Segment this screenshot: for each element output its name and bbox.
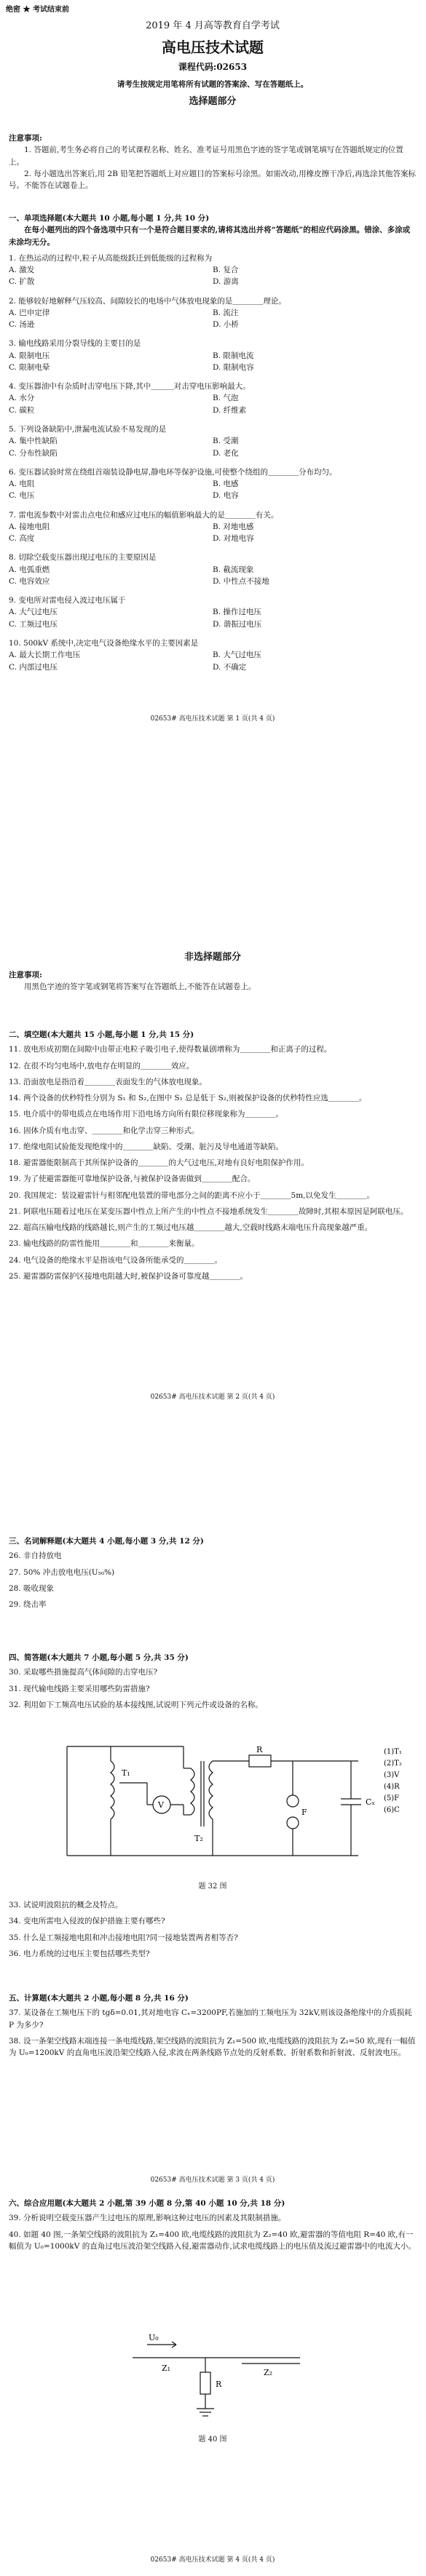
option: A. 最大长期工作电压 [9,651,81,660]
question-stem: 10. 500kV 系统中,决定电气设备绝缘水平的主要因素是 [9,638,199,648]
page-footer: 02653# 高电压技术试题 第 2 页(共 4 页) [150,1394,275,1401]
question: 33. 试说明波阻抗的概念及特点。 [9,1901,123,1909]
line-diagram [9,2329,417,2430]
option-row [9,392,417,404]
option-row [9,661,417,673]
option: B. 截流现象 [213,565,254,574]
question-stem: 5. 下列设备缺陷中,泄漏电流试验不易发现的是 [9,424,167,434]
confidential-mark: 绝密 ★ 考试结束前 [6,6,69,14]
question-stem: 3. 输电线路采用分裂导线的主要目的是 [9,339,141,349]
part2-block [9,950,417,993]
question-list [9,1043,417,1282]
option-row [9,619,417,630]
option-row [9,405,417,416]
question-list [9,1666,417,1711]
option: D. 中性点不接地 [213,576,269,586]
question-list [9,253,417,673]
section-title: 二、填空题(本大题共 15 小题,每小题 1 分,共 15 分) [9,1030,194,1039]
option-row [9,576,417,587]
section-apply [9,2198,417,2257]
option: A. 接地电阻 [9,522,50,531]
section-short-cont [9,1899,417,1964]
option: A. 限制电压 [9,351,50,360]
option-row [9,362,417,373]
question: 29. 绕击率 [9,1600,47,1610]
option: B. 操作过电压 [213,608,261,617]
option-row [9,606,417,618]
section-title: 五、计算题(本大题共 2 小题,每小题 8 分,共 16 分) [9,1994,189,2003]
question: 24. 电气设备的绝缘水平是指该电气设备所能承受的＿＿＿＿。 [9,1255,223,1265]
circuit-diagram [9,1732,417,1877]
question [9,466,417,502]
question [9,509,417,545]
label-r: R [256,1745,263,1754]
option-row [9,350,417,362]
option-row [9,435,417,447]
attention-item-3: 用黑色字迹的签字笔或钢笔将答案写在答题纸上,不能答在试题卷上。 [24,982,256,992]
question: 32. 利用如下工频高电压试验的基本接线图,试说明下列元件或设备的名称。 [9,1700,263,1709]
option: B. 流注 [213,308,239,317]
option-row [9,478,417,490]
option: B. 对地电感 [213,522,254,531]
question-stem: 7. 雷电流参数中对雷击点电位和感应过电压的幅值影响最大的是＿＿＿＿有关。 [9,510,279,520]
attention-label: 注意事项: [9,134,42,143]
option: D. 老化 [213,448,239,458]
label-z2: Z₂ [264,2368,273,2377]
question: 27. 50% 冲击放电电压(U₅₀%) [9,1567,115,1577]
question: 38. 设一条架空线路末端连接一条电缆线路,架空线路的波阻抗为 Z₁=500 欧,电缆线路的波阻抗为 Z₂=50 欧,现有一幅值为 U₀=1200kV 的直角电压波沿架空线路入侵,求波在两条线路节点处的反射系数、折射系数和折射波、反射波电压。 [9,2036,416,2058]
option-row [9,490,417,501]
question: 12. 在很不均匀电场中,放电存在明显的＿＿＿＿效应。 [9,1061,194,1070]
question-list [9,2007,417,2059]
section-short [9,1652,417,1715]
question: 11. 放电形成初期在间隙中由带正电粒子吸引电子,使得数量剧增称为＿＿＿＿和正离子的过程。 [9,1045,332,1054]
question: 13. 沿面放电是指沿着＿＿＿＿表面发生的气体放电现象。 [9,1077,208,1086]
course-code: 课程代码:02653 [178,62,248,73]
option-row [9,649,417,661]
attention-block [9,132,417,191]
option-row [9,307,417,319]
question-stem: 9. 变电所对雷电侵入波过电压属于 [9,596,126,605]
question [9,338,417,373]
figure-legend-item: (3)V [384,1771,400,1779]
question-stem: 4. 变压器油中有杂质时击穿电压下降,其中＿＿＿对击穿电压影响最大。 [9,382,251,391]
label-r: R [216,2380,222,2389]
option-row [9,319,417,330]
option: C. 内部过电压 [9,662,58,672]
attention-item-2: 2. 每小题选出答案后,用 2B 铅笔把答题纸上对应题目的答案标号涂黑。如需改动,用橡皮擦干净后,再选涂其他答案标号。不能答在试题卷上。 [9,169,416,191]
option: A. 激发 [9,266,35,275]
notice: 请考生按规定用笔将所有试题的答案涂、写在答题纸上。 [117,79,309,89]
figure-32 [9,1732,417,1891]
section-desc: 在每小题列出的四个备选项中只有一个是符合题目要求的,请将其选出并将“答题纸”的相应代码涂黑。错涂、多涂或未涂均无分。 [9,226,411,247]
question: 34. 变电所雷电入侵波的保护措施主要有哪些? [9,1917,165,1926]
section-title: 四、简答题(本大题共 7 小题,每小题 5 分,共 35 分) [9,1653,189,1662]
option: D. 不确定 [213,662,247,672]
question [9,637,417,673]
question: 17. 绝缘电阻试验能发现绝缘中的＿＿＿＿缺陷、受潮、脏污及导电通道等缺陷。 [9,1142,284,1151]
option: C. 限制电晕 [9,362,50,372]
question: 37. 某设备在工频电压下的 tgδ=0.01,其对地电容 Cₓ=3200PF,若施加的工频电压为 32kV,则该设备绝缘中的介质损耗 P 为多少? [9,2008,412,2030]
label-t2: T₂ [194,1834,203,1843]
question: 18. 避雷器能限制高于其所保护设备的＿＿＿＿的大气过电压,对地有良好电阻保护作用。 [9,1158,309,1168]
question: 40. 如题 40 图,一条架空线路的波阻抗为 Z₁=400 欧,电缆线路的波阻抗为 Z₂=40 欧,避雷器的等值电阻 R=40 欧,有一幅值为 U₀=1000kV 的直角过电压波沿架空线路入侵,避雷器动作,试求电缆线路上的电压值及流过避雷器中的电流大小。 [9,2230,416,2251]
exam-title: 高电压技术试题 [162,39,264,57]
section-terms [9,1535,417,1615]
question-stem: 6. 变压器试验时常在绕组首端装设静电屏,静电环等保护设施,可使整个绕组的＿＿＿＿分布均匀。 [9,467,337,477]
question: 39. 分析说明空载变压器产生过电压的原理,影响这种过电压的因素及其限制措施。 [9,2214,286,2223]
question: 25. 避雷器防雷保护区接地电阻越大时,被保护设备可靠度越＿＿＿＿。 [9,1271,248,1281]
option: C. 高度 [9,534,35,544]
figure-legend-item: (5)F [384,1794,400,1802]
figure-legend-item: (6)C [384,1806,400,1814]
attention-item-1: 1. 答题前,考生务必将自己的考试课程名称、姓名、准考证号用黑色字迹的签字笔或钢笔填写在答题纸规定的位置上。 [9,146,403,167]
question-list [9,2212,417,2252]
option: D. 谐振过电压 [213,619,262,629]
label-v: V [158,1800,164,1810]
option: B. 大气过电压 [213,651,261,660]
option: B. 电感 [213,480,239,489]
page-footer: 02653# 高电压技术试题 第 1 页(共 4 页) [150,715,275,723]
option: A. 电阻 [9,480,35,489]
question: 28. 吸收现象 [9,1583,55,1593]
question: 15. 电介质中的带电质点在电场作用下沿电场方向所有限位移现象称为＿＿＿＿。 [9,1110,284,1119]
question: 30. 采取哪些措施提高气体间隙的击穿电压? [9,1668,158,1677]
option: D. 限制电容 [213,362,254,372]
part2-title: 非选择题部分 [184,952,241,963]
section-choice [9,212,417,680]
figure-legend-item: (1)T₁ [384,1748,402,1756]
label-f: F [301,1808,307,1817]
exam-session: 2019 年 4 月高等教育自学考试 [146,20,280,31]
question [9,424,417,459]
option: D. 对地电容 [213,534,254,544]
option: C. 分布性缺陷 [9,448,58,458]
option: C. 扩散 [9,277,35,287]
option-row [9,533,417,544]
question [9,552,417,587]
question: 14. 两个设备的伏秒特性分别为 S₁ 和 S₂,在图中 S₁ 总是低于 S₂,则被保护设备的伏秒特性应选＿＿＿＿。 [9,1094,367,1103]
question [9,595,417,630]
option: C. 工频过电压 [9,619,58,629]
question [9,295,417,331]
figure-legend-item: (4)R [384,1783,400,1791]
question: 19. 为了使避雷器能可靠地保护设备,与被保护设备需做到＿＿＿＿配合。 [9,1174,256,1184]
part1-title: 选择题部分 [189,96,237,107]
section-calc [9,1992,417,2063]
label-u0: U₀ [149,2333,159,2342]
option: B. 受潮 [213,437,239,446]
exam-header [9,19,417,109]
option: C. 碳粒 [9,405,35,415]
question [9,253,417,288]
option: A. 大气过电压 [9,608,58,617]
page-footer: 02653# 高电压技术试题 第 3 页(共 4 页) [150,2177,275,2184]
question: 23. 输电线路的防雷性能用＿＿＿＿和＿＿＿＿来衡量。 [9,1239,200,1249]
question-stem: 8. 切除空载变压器出现过电压的主要原因是 [9,553,157,562]
figure-caption: 题 40 图 [198,2436,227,2444]
page-footer: 02653# 高电压技术试题 第 4 页(共 4 页) [150,2556,275,2564]
option: C. 电容效应 [9,576,50,586]
option: B. 限制电流 [213,351,254,360]
option: A. 电弧重燃 [9,565,50,574]
question: 36. 电力系统的过电压主要包括哪些类型? [9,1949,150,1958]
figure-40 [9,2329,417,2445]
option-row [9,521,417,533]
option: D. 小桥 [213,320,239,330]
option-row [9,276,417,287]
label-cx: Cₓ [366,1797,376,1807]
question-stem: 2. 能够较好地解释气压较高、间隙较长的电场中气体放电现象的是＿＿＿＿理论。 [9,296,286,306]
label-z1: Z₁ [162,2364,171,2373]
option: D. 电容 [213,491,239,501]
option: D. 游离 [213,277,239,287]
option-row [9,448,417,459]
option: A. 集中性缺陷 [9,437,58,446]
option-row [9,264,417,276]
question: 31. 现代输电线路主要采用哪些防雷措施? [9,1684,150,1693]
label-t1: T₁ [122,1768,130,1778]
section-fill [9,1029,417,1287]
option: C. 电压 [9,491,35,501]
section-title: 一、单项选择题(本大题共 10 小题,每小题 1 分,共 10 分) [9,214,210,223]
question: 26. 非自持放电 [9,1551,62,1561]
question: 22. 超高压输电线路的线路越长,则产生的工频过电压越＿＿＿＿越大,空载时线路末端电压升高现象越严重。 [9,1223,373,1233]
option-row [9,564,417,576]
option: C. 汤逊 [9,320,35,330]
attention-label: 注意事项: [9,971,42,980]
option: B. 复合 [213,266,239,275]
question: 20. 我国规定：装设避雷针与相邻配电装置的带电部分之间的距离不应小于＿＿＿＿5m,以免发生＿＿＿＿。 [9,1190,375,1200]
question-stem: 1. 在热运动的过程中,粒子从高能级跃迁到低能级的过程称为 [9,253,213,263]
question: 21. 阿联电压随着过电压在某变压器中性点上所产生的中性点不接地系统发生＿＿＿＿故障时,其根本原因是阿联电压。 [9,1206,409,1216]
option: A. 巴申定律 [9,308,50,317]
option: D. 纤维素 [213,405,247,415]
figure-legend-item: (2)T₂ [384,1760,402,1768]
question: 16. 固体介质有电击穿、＿＿＿＿和化学击穿三种形式。 [9,1126,200,1135]
question [9,381,417,416]
question-list [9,1550,417,1610]
figure-caption: 题 32 图 [198,1883,227,1891]
question-list [9,1899,417,1960]
section-title: 三、名词解释题(本大题共 4 小题,每小题 3 分,共 12 分) [9,1537,204,1546]
question: 35. 什么是工频接地电阻和冲击接地电阻?同一接地装置两者相等否? [9,1933,238,1942]
option: A. 水分 [9,394,35,403]
option: B. 气泡 [213,394,239,403]
section-title: 六、综合应用题(本大题共 2 小题,第 39 小题 8 分,第 40 小题 10 分,共 18 分) [9,2199,285,2208]
